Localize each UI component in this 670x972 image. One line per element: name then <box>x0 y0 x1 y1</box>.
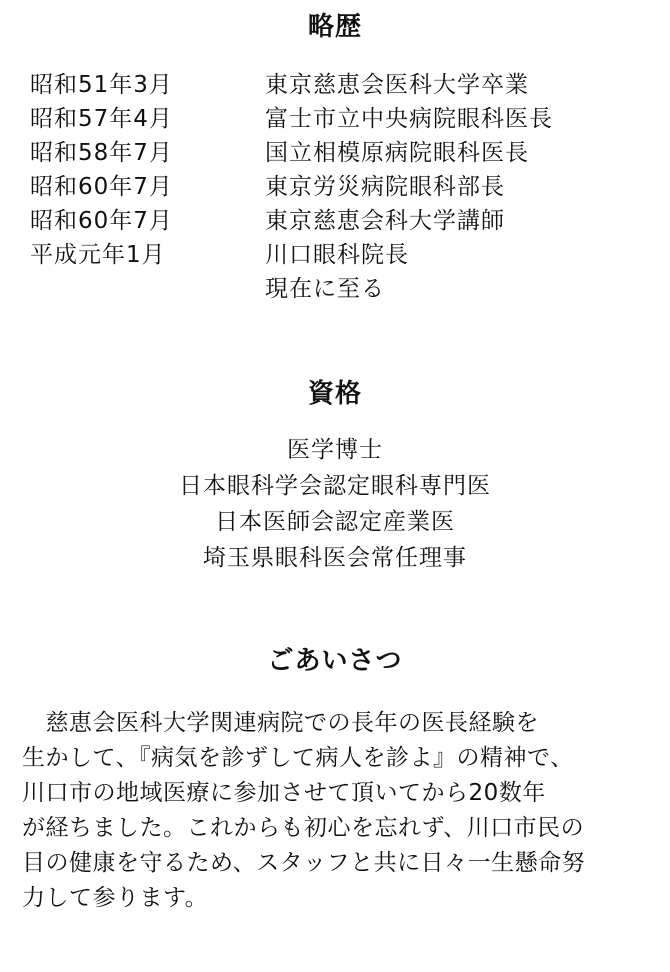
greeting-line: 生かして、『病気を診ずして病人を診よ』の精神で、 <box>22 745 574 771</box>
history-date: 平成元年1月 <box>30 242 166 268</box>
history-date: 昭和58年7月 <box>30 140 173 166</box>
greeting-line: 慈恵会医科大学関連病院での長年の医長経験を <box>22 710 539 736</box>
history-row <box>30 238 650 272</box>
history-heading: 略歴 <box>307 12 362 42</box>
history-row <box>30 136 650 170</box>
history-row <box>30 68 650 102</box>
history-row <box>30 204 650 238</box>
history-desc: 現在に至る <box>265 276 385 302</box>
history-row <box>30 272 650 306</box>
greeting-text <box>22 706 648 916</box>
qualification-item: 医学博士 <box>287 437 383 463</box>
history-date: 昭和60年7月 <box>30 208 173 234</box>
history-date: 昭和57年4月 <box>30 106 173 132</box>
qualification-item: 日本眼科学会認定眼科専門医 <box>179 473 491 499</box>
greeting-line: 目の健康を守るため、スタッフと共に日々一生懸命努 <box>22 850 586 876</box>
history-row <box>30 102 650 136</box>
history-desc: 東京慈恵会医科大学卒業 <box>265 72 529 98</box>
history-date: 昭和51年3月 <box>30 72 173 98</box>
qualifications-list <box>0 432 670 576</box>
history-desc: 東京労災病院眼科部長 <box>265 174 505 200</box>
history-desc: 川口眼科院長 <box>265 242 409 268</box>
history-desc: 東京慈恵会科大学講師 <box>265 208 505 234</box>
qualification-item: 日本医師会認定産業医 <box>215 509 455 535</box>
greeting-heading: ごあいさつ <box>267 646 403 676</box>
history-date: 昭和60年7月 <box>30 174 173 200</box>
greeting-line: が経ちました。これからも初心を忘れず、川口市民の <box>22 815 585 841</box>
qualification-item: 埼玉県眼科医会常任理事 <box>203 545 467 571</box>
history-list <box>30 68 650 306</box>
history-desc: 富士市立中央病院眼科医長 <box>265 106 553 132</box>
history-row <box>30 170 650 204</box>
history-desc: 国立相模原病院眼科医長 <box>265 140 529 166</box>
qualifications-heading: 資格 <box>307 379 362 409</box>
greeting-line: 力して参ります。 <box>22 885 209 911</box>
greeting-line: 川口市の地域医療に参加させて頂いてから20数年 <box>22 780 546 806</box>
